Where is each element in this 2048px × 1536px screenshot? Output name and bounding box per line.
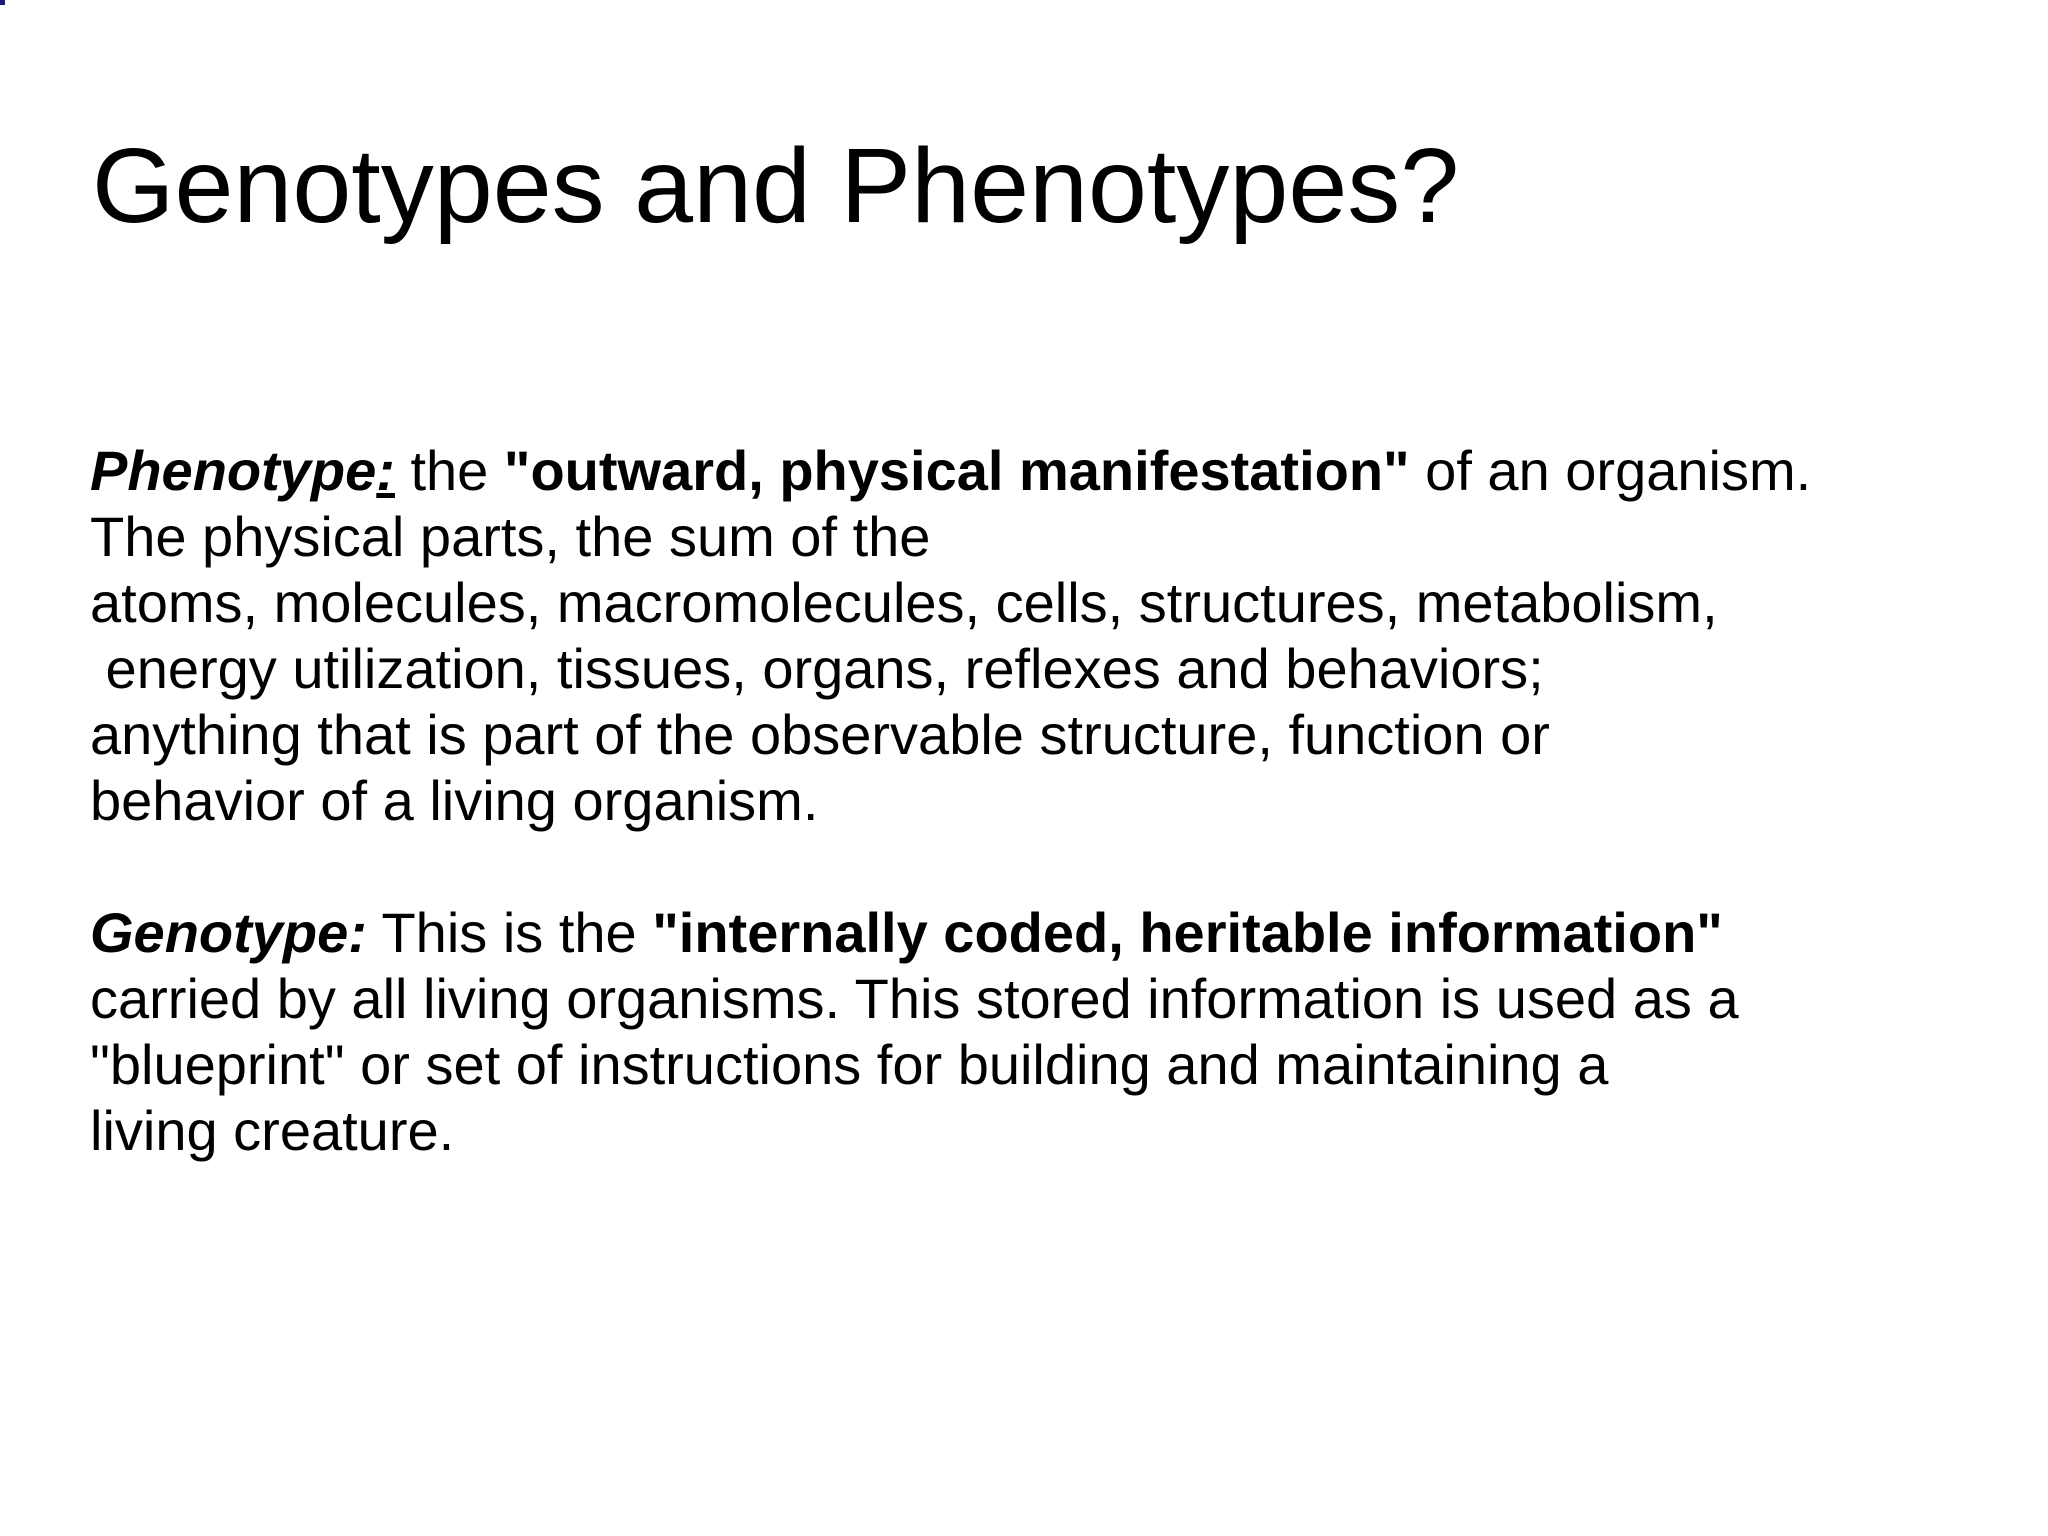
corner-mark (0, 0, 5, 5)
genotype-term: Genotype: (90, 901, 367, 964)
phenotype-line: The physical parts, the sum of the (90, 505, 931, 568)
genotype-line: "blueprint" or set of instructions for building and maintaining a (90, 1033, 1609, 1096)
genotype-definition (90, 900, 2010, 1164)
phenotype-line: atoms, molecules, macromolecules, cells, structures, metabolism, (90, 571, 1718, 634)
slide-title: Genotypes and Phenotypes? (92, 127, 1460, 245)
phenotype-line: anything that is part of the observable structure, function or (90, 703, 1550, 766)
genotype-text-1: This is the (366, 901, 653, 964)
phenotype-term-colon: : (376, 439, 395, 502)
phenotype-definition (90, 438, 2010, 834)
phenotype-term (90, 439, 395, 502)
phenotype-text-2: of an organism. (1409, 439, 1812, 502)
slide-body (90, 438, 2010, 1164)
genotype-line: living creature. (90, 1099, 455, 1162)
genotype-line: carried by all living organisms. This stored information is used as a (90, 967, 1739, 1030)
phenotype-emphasis: "outward, physical manifestation" (503, 439, 1410, 502)
genotype-emphasis: "internally coded, heritable information" (652, 901, 1723, 964)
phenotype-term-word: Phenotype (90, 439, 377, 502)
phenotype-text-1: the (394, 439, 504, 502)
phenotype-line: behavior of a living organism. (90, 769, 819, 832)
phenotype-line: energy utilization, tissues, organs, reflexes and behaviors; (90, 637, 1544, 700)
